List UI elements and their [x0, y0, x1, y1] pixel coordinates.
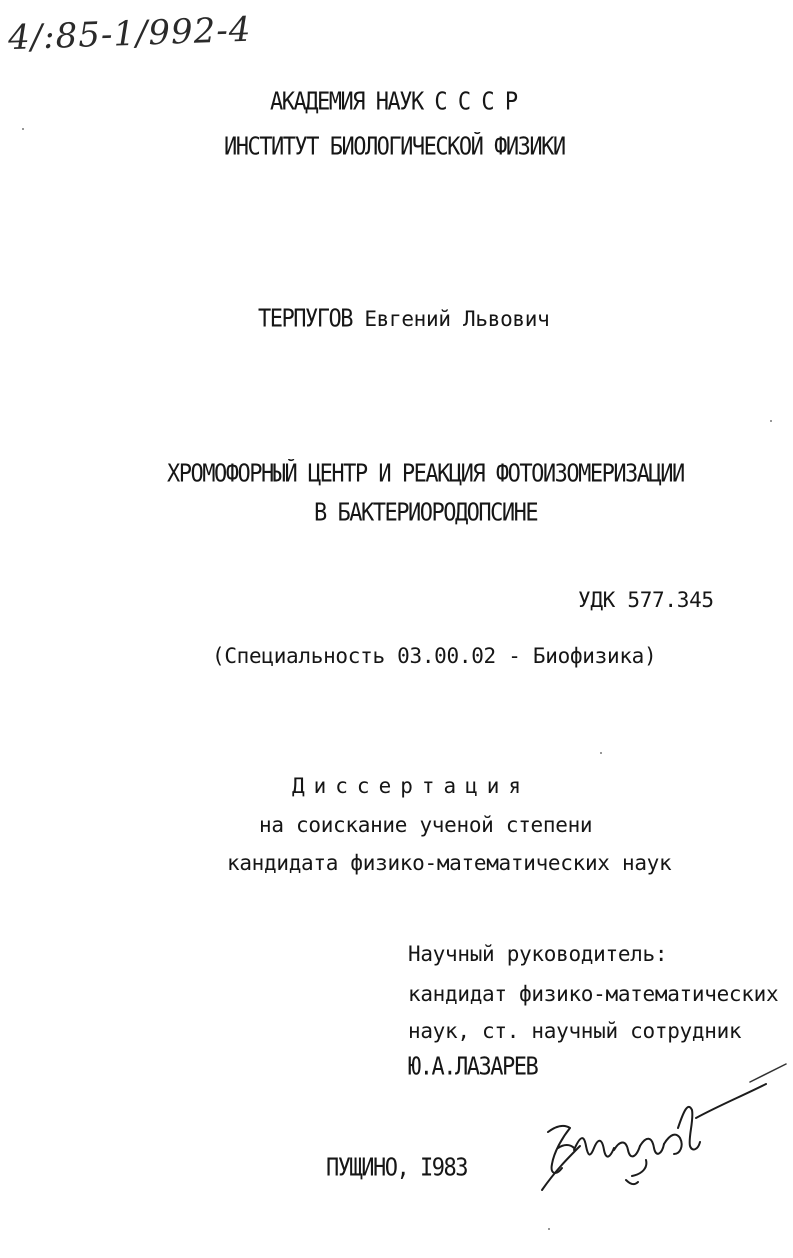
- place-and-year: ПУЩИНО, I983: [326, 1154, 467, 1183]
- paper-speck: [600, 752, 602, 754]
- supervisor-name: Ю.А.ЛАЗАРЕВ: [408, 1053, 538, 1082]
- thesis-title-line-1: ХРОМОФОРНЫЙ ЦЕНТР И РЕАКЦИЯ ФОТОИЗОМЕРИЗАЦИИ: [167, 460, 684, 489]
- author-surname: ТЕРПУГОВ: [258, 305, 352, 334]
- handwritten-archive-note: 4/:85-1/992-4: [7, 9, 253, 59]
- udc-code: УДК 577.345: [578, 588, 714, 612]
- author-given-names: Евгений Львович: [364, 307, 550, 331]
- thesis-title-line-2: В БАКТЕРИОРОДОПСИНЕ: [314, 499, 538, 528]
- paper-speck: [548, 1228, 550, 1230]
- supervisor-line-1: кандидат физико-математических: [408, 982, 779, 1006]
- dissertation-heading: Диссертация: [292, 774, 531, 798]
- paper-speck: [770, 420, 772, 422]
- degree-line-2: кандидата физико-математических наук: [227, 851, 672, 875]
- supervisor-label: Научный руководитель:: [408, 942, 668, 966]
- academy-name: АКАДЕМИЯ НАУК С С С Р: [270, 88, 517, 117]
- author-line: [258, 306, 549, 333]
- supervisor-line-2: наук, ст. научный сотрудник: [408, 1019, 742, 1043]
- specialty-line: (Специальность 03.00.02 - Биофизика): [212, 644, 657, 668]
- pen-stroke-mark: [748, 1062, 788, 1084]
- paper-speck: [22, 128, 24, 130]
- institute-name: ИНСТИТУТ БИОЛОГИЧЕСКОЙ ФИЗИКИ: [224, 133, 565, 162]
- degree-line-1: на соискание ученой степени: [259, 813, 593, 837]
